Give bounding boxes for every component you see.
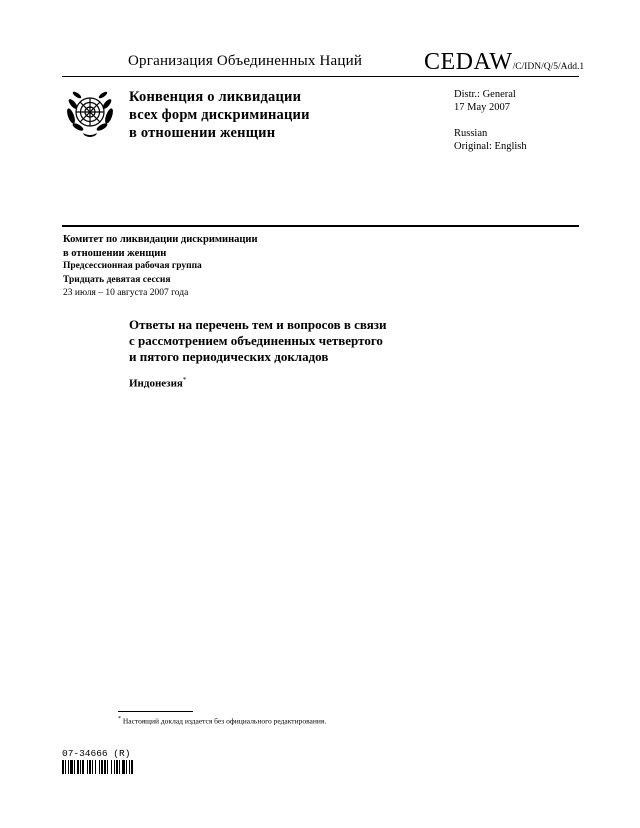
session-name: Тридцать девятая сессия [63, 274, 171, 285]
organization-name: Организация Объединенных Наций [128, 53, 363, 69]
issue-date: 17 May 2007 [454, 102, 510, 113]
barcode-icon [62, 760, 154, 774]
country-heading [129, 376, 186, 390]
convention-line: в отношении женщин [129, 125, 276, 141]
un-emblem-icon [63, 86, 117, 140]
working-group: Предсессионная рабочая группа [63, 261, 202, 271]
convention-line: всех форм дискриминации [129, 107, 310, 123]
footnote-mark: * [118, 716, 121, 722]
committee-name-cont: в отношении женщин [63, 247, 167, 259]
country-name: Индонезия [129, 377, 183, 390]
session-dates: 23 июля – 10 августа 2007 года [63, 288, 189, 298]
document-number: 07-34666 (R) [62, 748, 131, 759]
document-title [129, 317, 386, 365]
convention-line: Конвенция о ликвидации [129, 89, 302, 105]
document-language: Russian [454, 128, 488, 139]
symbol-main: CEDAW [424, 49, 513, 75]
committee-block [63, 233, 258, 301]
footnote-text: Настоящий доклад издается без официального редактирования. [122, 716, 327, 726]
original-language: Original: English [454, 141, 527, 152]
distr-general: Distr.: General [454, 89, 516, 100]
footnote [118, 716, 326, 726]
convention-title [129, 88, 310, 142]
header-rule [62, 76, 579, 77]
title-line: с рассмотрением объединенных четвертого [129, 333, 383, 348]
footnote-reference: * [182, 376, 187, 384]
title-line: Ответы на перечень тем и вопросов в связи [129, 317, 387, 332]
distribution-info [454, 88, 527, 153]
section-rule [62, 225, 579, 227]
symbol-suffix: /C/IDN/Q/5/Add.1 [512, 62, 585, 72]
title-line: и пятого периодических докладов [129, 349, 329, 364]
document-symbol [424, 49, 584, 76]
footnote-separator [118, 711, 193, 712]
committee-name: Комитет по ликвидации дискриминации [63, 234, 258, 245]
